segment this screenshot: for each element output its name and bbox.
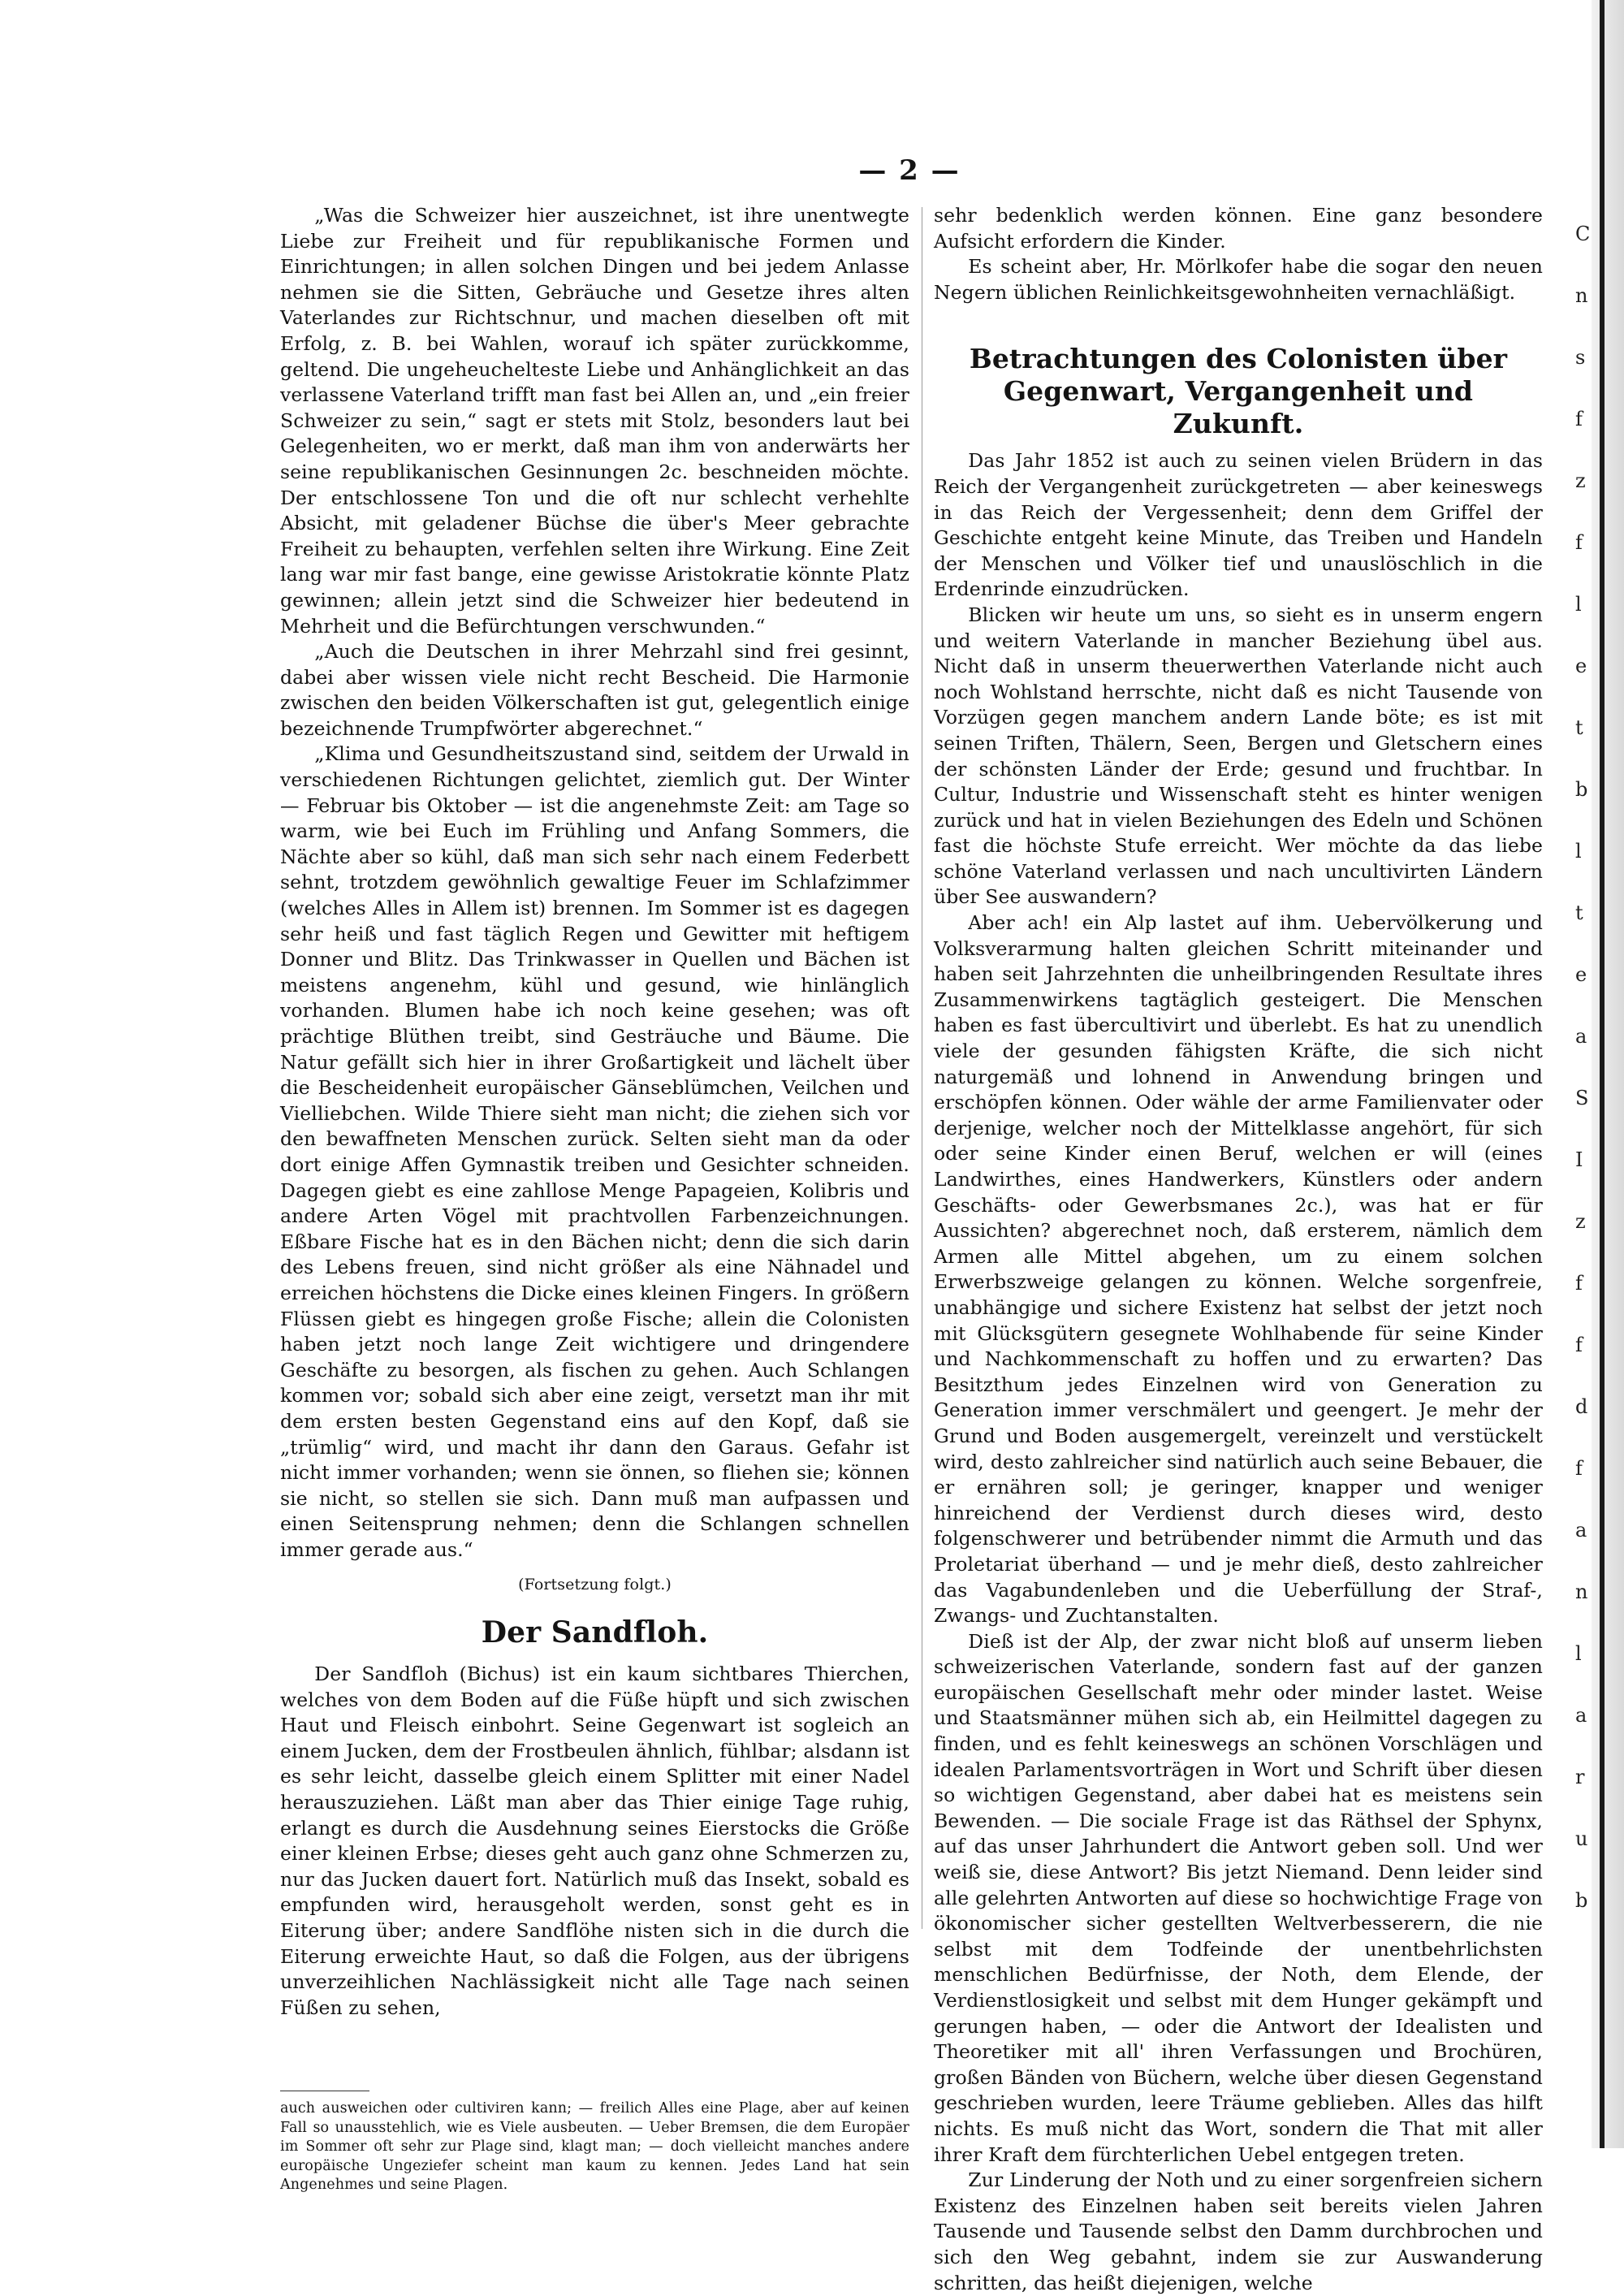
right-paragraph-6: Dieß ist der Alp, der zwar nicht bloß auf unserm lieben schweizerischen Vaterlande, sondern fast auf der ganzen europäischen Gesellschaft mehr oder minder lastet. Weise und Staatsmänner mühen sich ab, ein Heilmittel dagegen zu finden, und es fehlt keineswegs an schönen Vorschlägen und idealen Parlamentsvorträgen in Wort und Schrift über diesen so wichtigen Gegenstand, aber dabei hat es meistens sein Bewenden. — Die sociale Frage ist das Räthsel der Sphynx, auf das unser Jahrhundert die Antwort geben soll. Und wer weiß sie, diese Antwort? Bis jetzt Niemand. Denn leider sind alle gelehrten Antworten auf diese so hochwichtige Frage von ökonomischer sicher gestellten Weltverbesserern, die nie selbst mit dem Todfeinde der unentbehrlichsten menschlichen Bedürfnisse, der Noth, dem Elende, der Verdienstlosigkeit und selbst mit dem Hunger gekämpft und gerungen haben, — oder die Antwort der Idealisten und Theoretiker mit all' ihren Verfassungen und Brochüren, großen Bänden von Büchern, welche über diesen Gegenstand geschrieben wurden, leere Träume geblieben. Alles das hilft nichts. Es muß nicht das Wort, sondern die That mit aller ihrer Kraft dem fürchterlichen Uebel entgegen treten. — [934, 1629, 1543, 2166]
margin-letter: C — [1575, 223, 1591, 245]
footnote: auch ausweichen oder cultiviren kann; — freilich Alles eine Plage, aber auf keinen Fall so unausstehlich, wie es Viele ausbeuten. — Ueber Bremsen, die dem Europäer im Sommer oft sehr zur Plage sind, klagt man; — doch vielleicht manches andere europäische Ungeziefer scheint man kaum zu kennen. Jedes Land hat sein Angenehmes und seine Plagen. — [280, 2100, 909, 2194]
right-paragraph-7: Zur Linderung der Noth und zu einer sorgenfreien sichern Existenz des Einzelnen haben seit bereits vielen Jahren Tausende und Tausende selbst den Damm durchbrochen und sich den Weg gebahnt, indem sie zur Auswanderung schritten, das heißt diejenigen, welche — [934, 2168, 1543, 2294]
margin-letter: z — [1575, 469, 1586, 492]
margin-letter: f — [1575, 408, 1583, 430]
margin-letter: f — [1575, 1457, 1583, 1480]
continued-note: (Fortsetzung folgt.) — [518, 1576, 672, 1594]
adjacent-page-margin-letters — [1575, 203, 1592, 1931]
margin-letter: I — [1575, 1148, 1583, 1171]
margin-letter: l — [1575, 1642, 1582, 1665]
right-paragraph-2: Es scheint aber, Hr. Mörlkofer habe die sogar den neuen Negern üblichen Reinlichkeitsgewohnheiten vernachläßigt. — [934, 255, 1543, 304]
margin-letter: a — [1575, 1519, 1587, 1541]
margin-letter: a — [1575, 1025, 1587, 1048]
margin-letter: e — [1575, 655, 1587, 677]
right-paragraph-4: Blicken wir heute um uns, so sieht es in unserm engern und weitern Vaterlande in mancher Beziehung übel aus. Nicht daß in unserm theuerwerthen Vaterlande nicht auch noch Wohlstand herrschte, nicht daß es nicht Tausende von Vorzügen gegen manchem andern Lande böte; es ist mit seinen Triften, Thälern, Seen, Bergen und Gletschern eines der schönsten Länder der Erde; gesund und fruchtbar. In Cultur, Industrie und Wissenschaft steht es hinter wenigen zurück und hat in vielen Beziehungen des Edeln und Schönen fast die höchste Stufe erreicht. Wer möchte da das liebe schöne Vaterland verlassen und nach uncultivirten Ländern über See auswandern? — [934, 603, 1543, 909]
page-edge-line — [1600, 0, 1605, 2148]
margin-letter: n — [1575, 284, 1588, 307]
right-paragraph-5: Aber ach! ein Alp lastet auf ihm. Uebervölkerung und Volksverarmung halten gleichen Schritt miteinander und haben seit Jahrzehnten die unheilbringenden Resultate ihres Zusammenwirkens tagtäglich gesteigert. Die Menschen haben es fast übercultivirt und überlebt. Es hat zu unendlich viele der gesunden fähigsten Kräfte, die sich nicht naturgemäß und lohnend in Anwendung bringen und erschöpfen können. Oder wähle der arme Familienvater oder derjenige, welcher noch der Mittelklasse angehört, für sich oder seine Kinder einen Beruf, welchen er will (eines Landwirthes, eines Handwerkers, Künstlers oder andern Geschäfts- oder Gewerbsmanes 2c.), was hat er für Aussichten? abgerechnet noch, daß ersterem, nämlich dem Armen alle Mittel abgehen, um zu einem solchen Erwerbszweige gelangen zu können. Welche sorgenfreie, unabhängige und sichere Existenz hat selbst der jetzt noch mit Glücksgütern gesegnete Wohlhabende für seine Kinder und Nachkommenschaft zu hoffen und zu erwarten? Das Besitzthum jedes Einzelnen wird von Generation zu Generation immer verschmälert und geengert. Je mehr der Grund und Boden ausgemergelt, vereinzelt und verstückelt wird, desto zahlreicher sind natürlich auch seine Bebauer, die er ernähren soll; je geringer, knapper und weniger hinreichend der Verdienst durch dieses wird, desto folgenschwerer und betrübender nimmt die Armuth und das Proletariat überhand — und je mehr dieß, desto zahlreicher das Vagabundenleben und die Ueberfüllung der Straf-, Zwangs- und Zuchtanstalten. — [934, 911, 1543, 1628]
left-column — [280, 203, 909, 2195]
margin-letter: b — [1575, 778, 1588, 801]
margin-letter: t — [1575, 716, 1583, 739]
right-paragraph-3: Das Jahr 1852 ist auch zu seinen vielen Brüdern in das Reich der Vergangenheit zurückgetreten — aber keineswegs in das Reich der Vergessenheit; denn dem Griffel der Geschichte entgeht keine Minute, das Treiben und Handeln der Menschen und Völker tief und unauslöschlich in die Erdenrinde einzudrücken. — [934, 449, 1543, 601]
margin-letter: r — [1575, 1766, 1585, 1788]
page-number: — 2 — — [858, 154, 961, 187]
margin-letter: f — [1575, 1334, 1583, 1356]
right-paragraph-1: sehr bedenklich werden können. Eine ganz besondere Aufsicht erfordern die Kinder. — [934, 204, 1543, 253]
margin-letter: t — [1575, 902, 1583, 924]
margin-letter: e — [1575, 963, 1587, 986]
margin-letter: l — [1575, 593, 1582, 616]
left-paragraph-2: „Auch die Deutschen in ihrer Mehrzahl sind frei gesinnt, dabei aber wissen viele nicht recht Bescheid. Die Harmonie zwischen den beiden Völkerschaften ist gut, gelegentlich einige bezeichnende Trumpfwörter abgerechnet.“ — [280, 640, 909, 740]
margin-letter: b — [1575, 1889, 1588, 1912]
article-heading-sandfloh: Der Sandfloh. — [481, 1615, 709, 1650]
margin-letter: S — [1575, 1087, 1589, 1109]
margin-letter: d — [1575, 1395, 1588, 1418]
margin-letter: a — [1575, 1704, 1587, 1727]
margin-letter: f — [1575, 1272, 1583, 1295]
margin-letter: f — [1575, 531, 1583, 554]
margin-letter: l — [1575, 840, 1582, 863]
margin-letter: u — [1575, 1827, 1588, 1850]
margin-letter: z — [1575, 1210, 1586, 1233]
margin-letter: n — [1575, 1580, 1588, 1603]
left-paragraph-4: Der Sandfloh (Bichus) ist ein kaum sichtbares Thierchen, welches von dem Boden auf die Füße hüpft und sich zwischen Haut und Fleisch einbohrt. Seine Gegenwart ist sogleich an einem Jucken, dem der Frostbeulen ähnlich, fühlbar; alsdann ist es sehr leicht, dasselbe gleich einem Splitter mit einer Nadel herauszuziehen. Läßt man aber das Thier einige Tage ruhig, erlangt es durch die Ausdehnung seines Eierstocks die Größe einer kleinen Erbse; dieses geht auch ganz ohne Schmerzen zu, nur das Jucken dauert fort. Natürlich muß das Insekt, sobald es empfunden wird, herausgeholt werden, sonst geht es in Eiterung über; andere Sandflöhe nisten sich in die durch die Eiterung erweichte Haut, so daß die Folgen, aus der übrigens unverzeihlichen Nachlässigkeit nicht alle Tage nach seinen Füßen zu sehen, — [280, 1663, 909, 2019]
left-paragraph-3: „Klima und Gesundheitszustand sind, seitdem der Urwald in verschiedenen Richtungen gelichtet, ziemlich gut. Der Winter — Februar bis Oktober — ist die angenehmste Zeit: am Tage so warm, wie bei Euch im Frühling und Anfang Sommers, die Nächte aber so kühl, daß man sich sehr nach einem Federbett sehnt, trotzdem gewöhnlich gewaltige Feuer im Schlafzimmer (welches Alles in Allem ist) brennen. Im Sommer ist es dagegen sehr heiß und fast täglich Regen und Gewitter mit heftigem Donner und Blitz. Das Trinkwasser in Quellen und Bächen ist meistens angenehm, kühl und gesund, wie hinlänglich vorhanden. Blumen habe ich noch keine gesehen; was oft prächtige Blüthen treibt, sind Gesträuche und Bäume. Die Natur gefällt sich hier in ihrer Großartigkeit und lächelt über die Bescheidenheit europäischer Gänseblümchen, Veilchen und Vielliebchen. Wilde Thiere sieht man nicht; die ziehen sich vor den bewaffneten Menschen zurück. Selten sieht man da oder dort einige Affen Gymnastik treiben und Gesichter schneiden. Dagegen giebt es eine zahllose Menge Papageien, Kolibris und andere Arten Vögel mit prachtvollen Farbenzeichnungen. Eßbare Fische hat es in den Bächen nicht; denn die sich darin des Lebens freuen, sind nicht größer als eine Nähnadel und erreichen höchstens die Dicke eines kleinen Fingers. In größern Flüssen giebt es hingegen große Fische; allein die Colonisten haben jetzt noch lange Zeit wichtigere und dringendere Geschäfte zu besorgen, als fischen zu gehen. Auch Schlangen kommen vor; sobald sich aber eine zeigt, versetzt man ihr mit dem ersten besten Gegenstand eins auf den Kopf, daß sie „trümlig“ wird, und macht ihr dann den Garaus. Gefahr ist nicht immer vorhanden; wenn sie önnen, so fliehen sie; können sie nicht, so stellen sie sich. Dann muß man aufpassen und einen Seitensprung nehmen; denn die Schlangen schnellen immer gerade aus.“ — [280, 742, 909, 1561]
page-edge-strip — [1592, 0, 1624, 2148]
margin-letter: s — [1575, 346, 1586, 369]
article-heading-betrachtungen: Betrachtungen des Colonisten über Gegenwart, Vergangenheit und Zukunft. — [969, 343, 1508, 440]
left-paragraph-1: „Was die Schweizer hier auszeichnet, ist ihre unentwegte Liebe zur Freiheit und für republikanische Formen und Einrichtungen; in allen solchen Dingen und bei jedem Anlasse nehmen sie die Sitten, Gebräuche und Gesetze ihres alten Vaterlandes zur Richtschnur, und machen dieselben oft mit Erfolg, z. B. bei Wahlen, worauf ich später zurückkomme, geltend. Die ungeheuchelteste Liebe und Anhänglichkeit an das verlassene Vaterland trifft man fast bei Allen an, und „ein freier Schweizer zu sein,“ sagt er stets mit Stolz, besonders laut bei Gelegenheiten, wo er merkt, daß man ihm von anderwärts her seine republikanischen Gesinnungen 2c. beschneiden möchte. Der entschlossene Ton und die oft nur schlecht verhehlte Absicht, mit geladener Büchse die über's Meer gebrachte Freiheit zu behaupten, verfehlen selten ihre Wirkung. Eine Zeit lang war mir fast bange, eine gewisse Aristokratie könnte Platz gewinnen; allein jetzt sind die Schweizer hier bedeutend in Mehrheit und die Befürchtungen verschwunden.“ — [280, 204, 909, 638]
right-column — [934, 203, 1543, 2296]
